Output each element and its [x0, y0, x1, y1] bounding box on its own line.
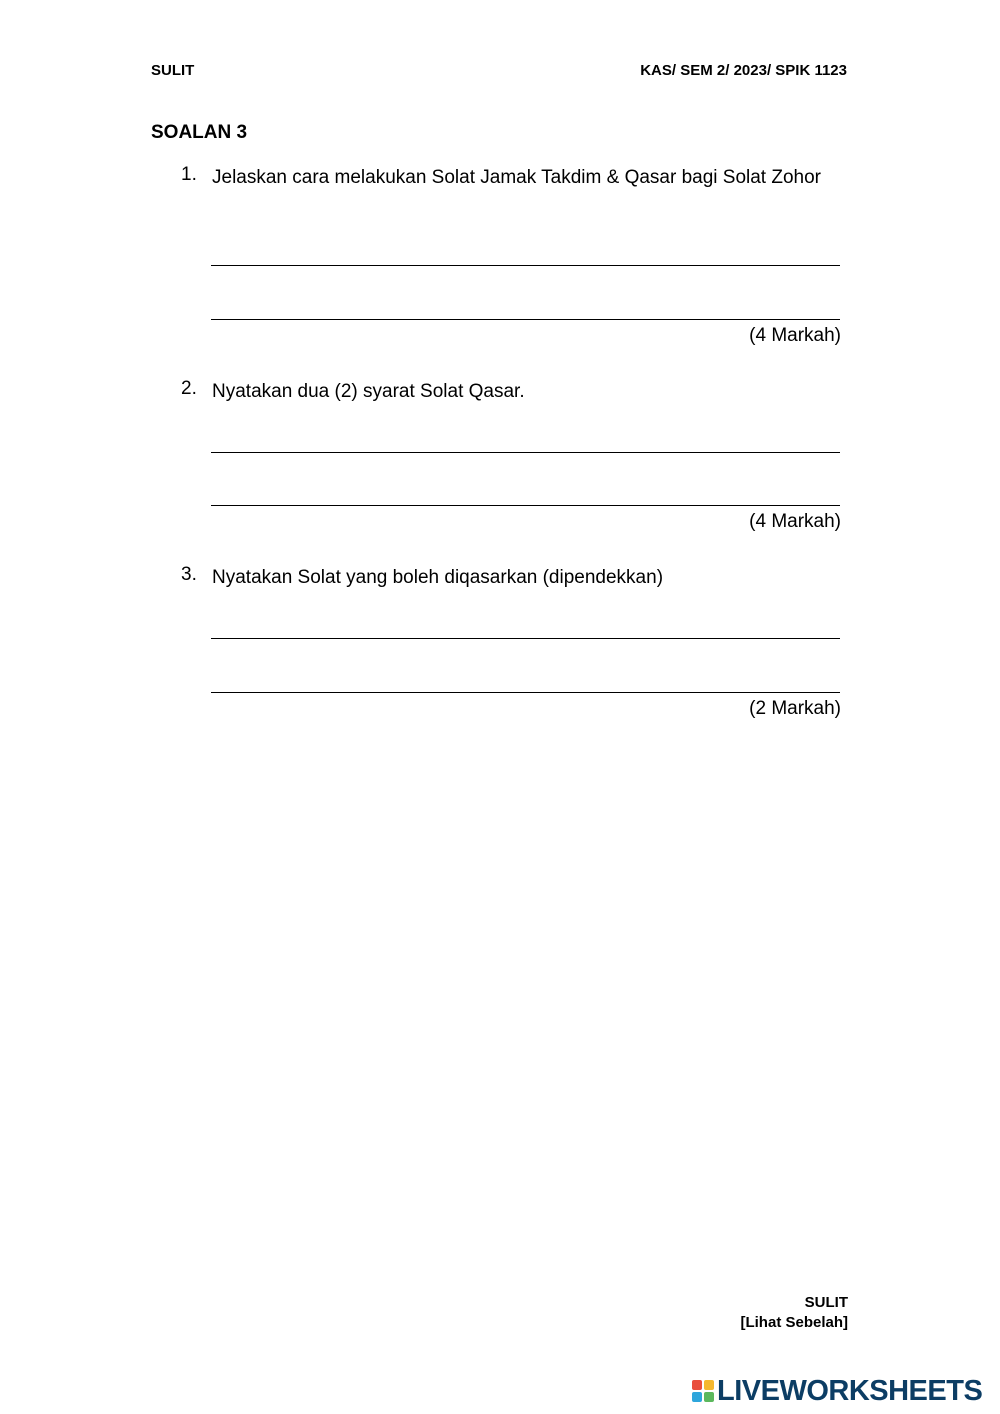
section-title: SOALAN 3	[151, 122, 248, 143]
question-1-text: Jelaskan cara melakukan Solat Jamak Takdim & Qasar bagi Solat Zohor	[212, 167, 822, 188]
header-paper-code: KAS/ SEM 2/ 2023/ SPIK 1123	[640, 62, 847, 79]
question-3-number: 3.	[181, 564, 197, 585]
liveworksheets-logo-icon	[692, 1380, 714, 1402]
question-1-number: 1.	[181, 164, 197, 185]
question-3-answer-line-2[interactable]	[211, 692, 840, 693]
question-2-marks: (4 Markah)	[749, 511, 841, 532]
brand-name: LIVEWORKSHEETS	[717, 1374, 983, 1407]
logo-tile-blue	[692, 1392, 702, 1402]
footer-label: SULIT	[804, 1294, 848, 1311]
header-left-label: SULIT	[151, 62, 195, 79]
footer-next-page-label: [Lihat Sebelah]	[740, 1314, 848, 1331]
question-3-marks: (2 Markah)	[749, 698, 841, 719]
liveworksheets-watermark	[692, 1376, 982, 1406]
question-3-answer-line-1[interactable]	[211, 638, 840, 639]
question-3-text: Nyatakan Solat yang boleh diqasarkan (dipendekkan)	[212, 567, 664, 588]
question-2-text: Nyatakan dua (2) syarat Solat Qasar.	[212, 381, 525, 402]
question-2-answer-line-2[interactable]	[211, 505, 840, 506]
logo-tile-green	[704, 1392, 714, 1402]
logo-tile-red	[692, 1380, 702, 1390]
question-1-marks: (4 Markah)	[749, 325, 841, 346]
question-2-answer-line-1[interactable]	[211, 452, 840, 453]
logo-tile-yellow	[704, 1380, 714, 1390]
question-1-answer-line-2[interactable]	[211, 319, 840, 320]
question-1-answer-line-1[interactable]	[211, 265, 840, 266]
question-2-number: 2.	[181, 378, 197, 399]
